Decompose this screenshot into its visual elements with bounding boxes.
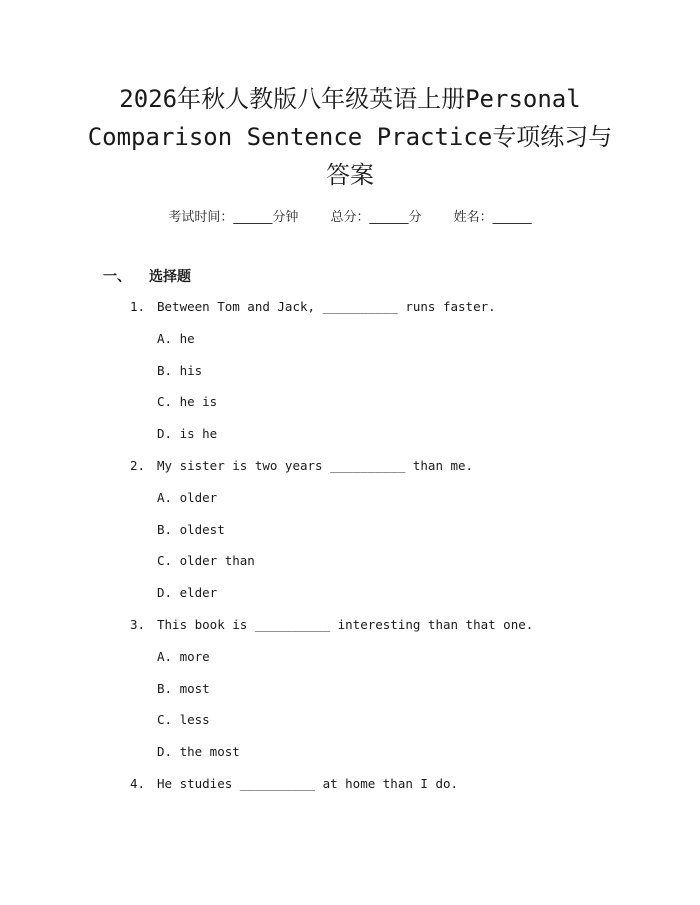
page-title xyxy=(60,80,640,194)
question-text: He studies __________ at home than I do. xyxy=(157,775,459,791)
question-1-option-d: D. is he xyxy=(157,426,218,442)
section-heading xyxy=(103,266,191,286)
title-line-1: 2026年秋人教版八年级英语上册Personal xyxy=(119,85,581,113)
question-1 xyxy=(130,297,650,329)
question-number: 1. xyxy=(130,299,146,314)
question-3-option-b: B. most xyxy=(157,680,210,696)
question-list xyxy=(130,297,650,806)
question-2-option-c: C. older than xyxy=(157,553,255,569)
question-2-option-b: B. oldest xyxy=(157,521,225,537)
question-3-option-a: A. more xyxy=(157,648,210,664)
question-3-option-d: D. the most xyxy=(157,744,240,760)
exam-meta xyxy=(0,206,700,225)
question-4 xyxy=(130,774,650,806)
question-3 xyxy=(130,615,650,647)
section-title: 选择题 xyxy=(149,269,191,285)
question-number: 3. xyxy=(130,616,146,632)
question-text: My sister is two years __________ than me. xyxy=(157,457,474,473)
question-3-option-c: C. less xyxy=(157,712,210,728)
title-line-2: Comparison Sentence Practice专项练习与 xyxy=(87,123,613,151)
section-number: 一、 xyxy=(103,269,131,285)
question-text: Between Tom and Jack, __________ runs faster. xyxy=(157,299,496,314)
question-2-option-d: D. elder xyxy=(157,585,218,601)
title-line-3: 答案 xyxy=(326,161,374,189)
exam-time: 考试时间：______分钟 xyxy=(168,210,299,225)
question-number: 2. xyxy=(130,457,146,473)
question-1-option-c: C. he is xyxy=(157,394,218,410)
question-2 xyxy=(130,456,650,488)
question-1-option-a: A. he xyxy=(157,330,195,346)
question-text: This book is __________ interesting than that one. xyxy=(157,616,534,632)
exam-score: 总分：______分 xyxy=(330,210,422,225)
question-1-option-b: B. his xyxy=(157,362,203,378)
question-number: 4. xyxy=(130,775,146,791)
question-2-option-a: A. older xyxy=(157,489,218,505)
exam-name: 姓名：______ xyxy=(453,210,532,225)
